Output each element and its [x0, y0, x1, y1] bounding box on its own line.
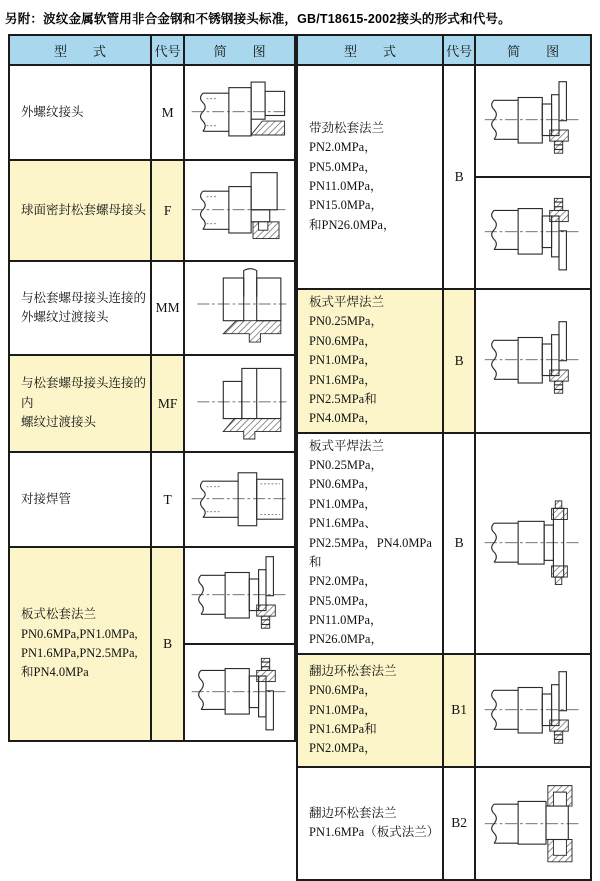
row-plate-flat-weld-flange-1: [297, 289, 591, 433]
diagram-plate-loose-flange-top: [184, 547, 295, 644]
type-line: 板式松套法兰: [21, 607, 97, 622]
type-line: 带劲松套法兰: [309, 120, 385, 135]
type-line: 和PN4.0MPa: [21, 665, 89, 680]
row-butt-weld-pipe: [9, 452, 295, 547]
type-line: 对接焊管: [21, 491, 72, 506]
diagram-female-transition-fitting: [184, 355, 295, 452]
diagram-flanged-ring-loose-flange-b2: [475, 767, 591, 880]
row-male-thread-fitting: [9, 65, 295, 160]
diagram-butt-weld-pipe: [184, 452, 295, 547]
type-cell: [9, 355, 151, 452]
fitting-table-right: [296, 34, 592, 881]
type-cell: [297, 433, 443, 654]
type-line: PN1.6MPa,PN2.5MPa,: [21, 646, 138, 660]
col-header-type: 型 式: [297, 35, 443, 65]
type-cell: [297, 654, 443, 767]
type-cell: [9, 261, 151, 355]
type-line: 与松套螺母接头连接的: [21, 290, 147, 305]
col-header-diagram: 简 图: [475, 35, 591, 65]
type-line: PN0.6MPa,PN1.0MPa,: [21, 626, 138, 641]
type-line: PN1.0MPa，PN1.6MPa、: [309, 496, 377, 531]
header-row: [297, 35, 591, 65]
code-cell: B1: [443, 654, 475, 767]
diagram-loose-nut-fitting: [184, 160, 295, 261]
type-line: PN2.5MPa，PN4.0MPa 和: [309, 535, 432, 569]
code-cell: B: [443, 65, 475, 289]
type-line: PN2.0MPa，PN5.0MPa，: [309, 140, 377, 174]
col-header-diagram: 简 图: [184, 35, 295, 65]
code-cell: MF: [151, 355, 184, 452]
diagram-necked-loose-flange-bottom: [475, 177, 591, 289]
row-plate-loose-flange: [9, 547, 295, 644]
type-line: PN2.0MPa，PN5.0MPa，: [309, 574, 377, 608]
type-cell: [9, 65, 151, 160]
type-line: PN0.25MPa，PN0.6MPa，: [309, 458, 383, 492]
type-cell: [9, 452, 151, 547]
fitting-tables: [8, 34, 593, 881]
diagram-plate-loose-flange-bottom: [184, 644, 295, 741]
col-header-type: 型 式: [9, 35, 151, 65]
type-line: 翻边环松套法兰: [309, 663, 397, 678]
col-header-code: 代号: [443, 35, 475, 65]
type-line: PN0.25MPa，PN0.6MPa，: [309, 314, 383, 348]
type-cell: [9, 547, 151, 741]
type-line: 和PN26.0MPa，: [309, 217, 396, 232]
type-cell: [297, 767, 443, 880]
code-cell: F: [151, 160, 184, 261]
diagram-male-transition-fitting: [184, 261, 295, 355]
row-plate-flat-weld-flange-2: [297, 433, 591, 654]
type-line: PN11.0MPa，PN26.0MPa，: [309, 613, 383, 647]
type-line: 与松套螺母接头连接的内: [21, 376, 147, 410]
type-line: 外螺纹过渡接头: [21, 310, 109, 324]
type-line: PN0.6MPa，PN1.0MPa，: [309, 683, 377, 717]
type-line: 螺纹过渡接头: [21, 415, 97, 430]
diagram-male-thread-fitting: [184, 65, 295, 160]
type-cell: [297, 65, 443, 289]
type-line: PN1.6MPa（板式法兰）: [309, 825, 440, 840]
row-flanged-ring-loose-flange-b2: [297, 767, 591, 880]
row-male-thread-transition-fitting: [9, 261, 295, 355]
code-cell: B: [443, 289, 475, 433]
type-line: 板式平焊法兰: [309, 438, 385, 453]
diagram-plate-flat-weld-flange-1: [475, 289, 591, 433]
code-cell: B: [443, 433, 475, 654]
page-caption: 另附：波纹金属软管用非合金钢和不锈钢接头标准，GB/T18615-2002接头的形式和代号。: [5, 12, 511, 26]
type-cell: [9, 160, 151, 261]
code-cell: M: [151, 65, 184, 160]
code-cell: B: [151, 547, 184, 741]
fitting-table-left: [8, 34, 296, 742]
row-female-thread-transition-fitting: [9, 355, 295, 452]
type-cell: [297, 289, 443, 433]
diagram-flanged-ring-loose-flange-b1: [475, 654, 591, 767]
row-flanged-ring-loose-flange-b1: [297, 654, 591, 767]
type-line: PN11.0MPa，PN15.0MPa，: [309, 179, 383, 213]
diagram-plate-flat-weld-flange-2: [475, 433, 591, 654]
col-header-code: 代号: [151, 35, 184, 65]
type-line: PN1.0MPa，PN1.6MPa，: [309, 353, 377, 387]
row-necked-loose-flange: [297, 65, 591, 177]
row-spherical-seal-loose-nut-fitting: [9, 160, 295, 261]
type-line: 外螺纹接头: [21, 104, 84, 119]
header-row: [9, 35, 295, 65]
type-line: 板式平焊法兰: [309, 295, 385, 309]
type-line: PN1.6MPa和PN2.0MPa，: [309, 721, 377, 756]
type-line: PN2.5MPa和PN4.0MPa，: [309, 391, 377, 426]
code-cell: T: [151, 452, 184, 547]
type-line: 球面密封松套螺母接头: [21, 202, 147, 217]
code-cell: B2: [443, 767, 475, 880]
code-cell: MM: [151, 261, 184, 355]
diagram-necked-loose-flange-top: [475, 65, 591, 177]
type-line: 翻边环松套法兰: [309, 805, 397, 820]
